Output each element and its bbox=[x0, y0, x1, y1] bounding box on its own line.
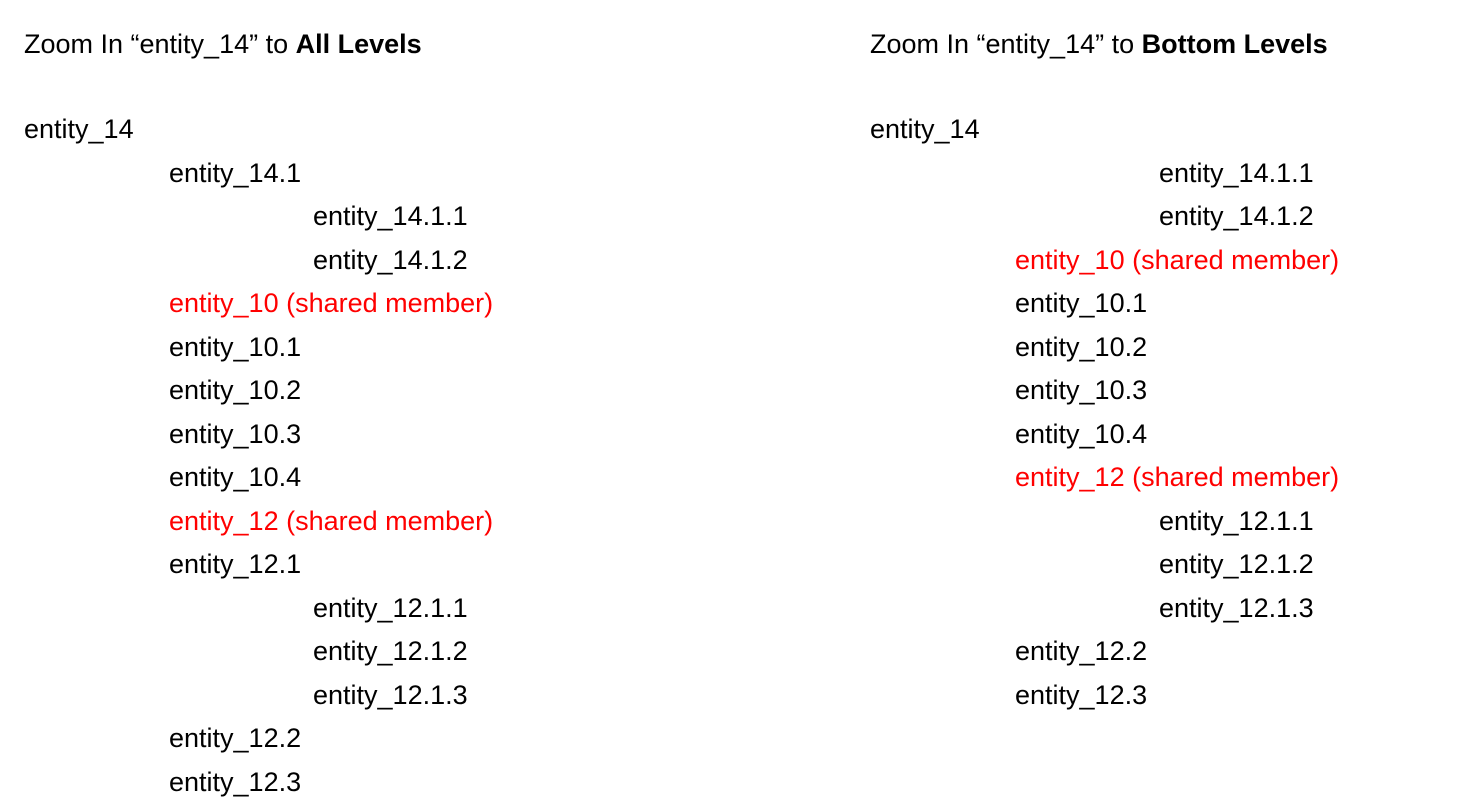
tree-node: entity_12.3 bbox=[1015, 679, 1148, 710]
tree-node: entity_10.1 bbox=[1015, 288, 1148, 318]
left-title-prefix: Zoom In “entity_14” to bbox=[24, 29, 296, 59]
tree-node-shared: entity_10 (shared member) bbox=[1015, 244, 1340, 275]
tree-node: entity_12.3 bbox=[169, 766, 302, 797]
right-column-title bbox=[870, 22, 1470, 66]
tree-node: entity_12.1.2 bbox=[1159, 549, 1314, 579]
tree-node: entity_10.3 bbox=[1015, 375, 1148, 405]
right-column bbox=[870, 22, 1470, 717]
left-tree bbox=[24, 108, 844, 804]
left-column bbox=[24, 22, 844, 804]
tree-node: entity_10.4 bbox=[169, 462, 302, 492]
right-title-emphasis: Bottom Levels bbox=[1141, 29, 1328, 59]
tree-node-shared: entity_12 (shared member) bbox=[169, 505, 494, 536]
tree-node: entity_14.1.1 bbox=[1159, 157, 1314, 188]
tree-node-shared: entity_10 (shared member) bbox=[169, 288, 494, 318]
left-title-emphasis: All Levels bbox=[295, 29, 422, 59]
tree-node: entity_10.1 bbox=[169, 331, 302, 362]
right-title-prefix: Zoom In “entity_14” to bbox=[870, 29, 1142, 59]
tree-node: entity_12.1.3 bbox=[1159, 592, 1314, 623]
tree-node: entity_12.1.3 bbox=[313, 679, 468, 710]
tree-node: entity_12.1.1 bbox=[1159, 505, 1314, 536]
tree-node: entity_12.1.1 bbox=[313, 592, 468, 623]
tree-node: entity_12.1.2 bbox=[313, 636, 468, 666]
tree-node: entity_10.4 bbox=[1015, 418, 1148, 449]
tree-node-shared: entity_12 (shared member) bbox=[1015, 462, 1340, 492]
tree-node: entity_12.2 bbox=[1015, 636, 1148, 666]
right-tree bbox=[870, 108, 1470, 717]
tree-node: entity_10.2 bbox=[169, 375, 302, 405]
tree-node: entity_14.1 bbox=[169, 157, 302, 188]
left-column-title bbox=[24, 22, 844, 66]
tree-node: entity_10.2 bbox=[1015, 331, 1148, 362]
tree-node: entity_14 bbox=[870, 114, 980, 144]
tree-node: entity_14 bbox=[24, 114, 134, 144]
tree-node: entity_14.1.2 bbox=[1159, 201, 1314, 231]
tree-node: entity_12.2 bbox=[169, 723, 302, 753]
tree-node: entity_14.1.1 bbox=[313, 201, 468, 231]
tree-node: entity_14.1.2 bbox=[313, 244, 468, 275]
tree-node: entity_10.3 bbox=[169, 418, 302, 449]
tree-node: entity_12.1 bbox=[169, 549, 302, 579]
